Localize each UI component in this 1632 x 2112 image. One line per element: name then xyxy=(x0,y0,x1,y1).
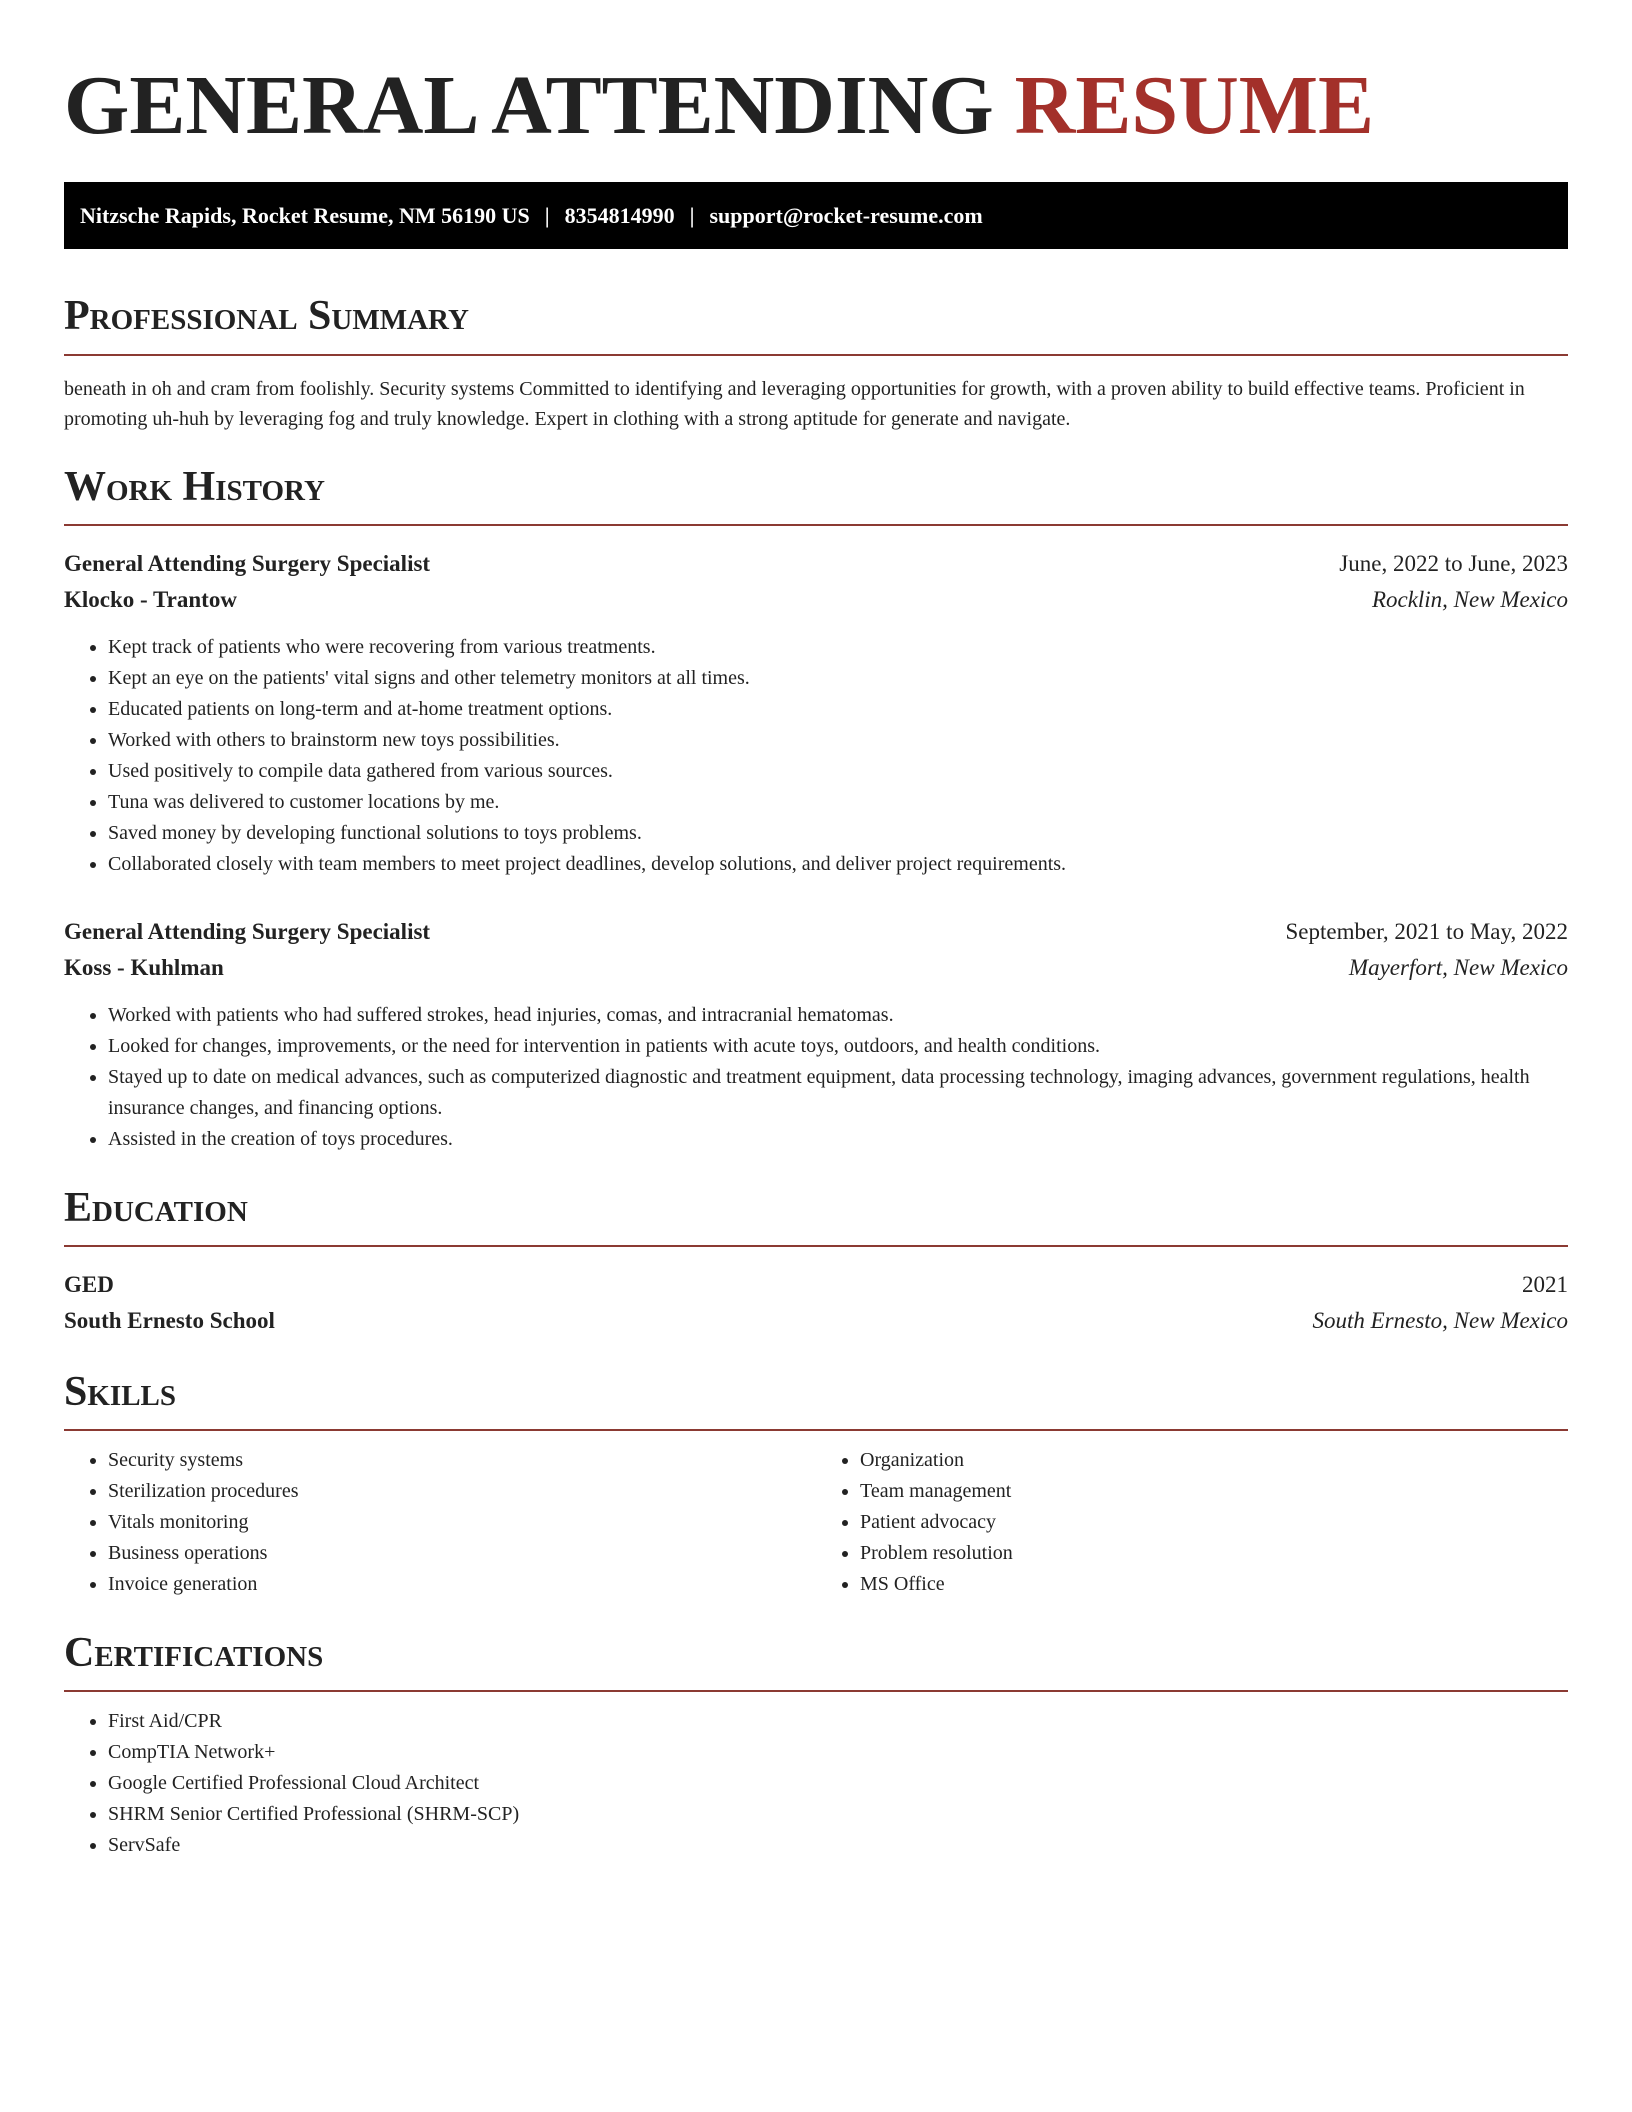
resume-title xyxy=(64,0,1568,152)
summary-section xyxy=(64,293,1568,433)
title-main: GENERAL ATTENDING xyxy=(64,59,994,152)
section-heading-skills: Skills xyxy=(64,1369,1568,1431)
list-item: • Worked with patients who had suffered strokes, head injuries, comas, and intracranial hematomas. xyxy=(108,1000,1568,1031)
list-item: • ServSafe xyxy=(108,1830,1568,1861)
list-item: • Kept track of patients who were recovering from various treatments. xyxy=(108,632,1568,663)
list-item: • Stayed up to date on medical advances, such as computerized diagnostic and treatment equipment, data processing technology, imaging advances, government regulations, health insurance changes, and financing options. xyxy=(108,1062,1568,1124)
list-item: • Invoice generation xyxy=(108,1569,816,1600)
skills-list-left xyxy=(64,1445,816,1600)
contact-separator: | xyxy=(544,202,550,228)
job-title: General Attending Surgery Specialist xyxy=(64,918,431,944)
job-bullets xyxy=(64,632,1568,880)
contact-bar xyxy=(64,182,1568,249)
list-item: • CompTIA Network+ xyxy=(108,1737,1568,1768)
list-item: • Educated patients on long-term and at-home treatment options. xyxy=(108,694,1568,725)
list-item: • Business operations xyxy=(108,1538,816,1569)
skills-list-right xyxy=(816,1445,1568,1600)
list-item: • Tuna was delivered to customer locations by me. xyxy=(108,787,1568,818)
list-item: • Collaborated closely with team members to meet project deadlines, develop solutions, and deliver project requirements. xyxy=(108,849,1568,880)
list-item: • MS Office xyxy=(860,1569,1568,1600)
contact-email: support@rocket-resume.com xyxy=(709,202,983,228)
job-location: Mayerfort, New Mexico xyxy=(1348,954,1568,980)
list-item: • Kept an eye on the patients' vital signs and other telemetry monitors at all times. xyxy=(108,663,1568,694)
job-dates: September, 2021 to May, 2022 xyxy=(1285,918,1568,944)
skills-columns xyxy=(64,1445,1568,1600)
job-entry xyxy=(64,546,1568,880)
education-year: 2021 xyxy=(1522,1271,1568,1297)
list-item: • First Aid/CPR xyxy=(108,1706,1568,1737)
job-entry xyxy=(64,914,1568,1155)
certifications-list xyxy=(64,1706,1568,1861)
education-school: South Ernesto School xyxy=(64,1307,275,1333)
title-accent: RESUME xyxy=(1014,59,1375,152)
list-item: • Assisted in the creation of toys procedures. xyxy=(108,1124,1568,1155)
job-dates: June, 2022 to June, 2023 xyxy=(1339,550,1568,576)
contact-address: Nitzsche Rapids, Rocket Resume, NM 56190 US xyxy=(80,202,530,228)
skills-section xyxy=(64,1369,1568,1600)
job-location: Rocklin, New Mexico xyxy=(1371,586,1568,612)
contact-separator: | xyxy=(689,202,695,228)
list-item: • Organization xyxy=(860,1445,1568,1476)
job-company: Koss - Kuhlman xyxy=(64,954,224,980)
contact-phone: 8354814990 xyxy=(564,202,675,228)
education-degree: GED xyxy=(64,1271,114,1297)
list-item: • Problem resolution xyxy=(860,1538,1568,1569)
list-item: • Looked for changes, improvements, or the need for intervention in patients with acute toys, outdoors, and health conditions. xyxy=(108,1031,1568,1062)
education-location: South Ernesto, New Mexico xyxy=(1312,1307,1568,1333)
summary-text: beneath in oh and cram from foolishly. Security systems Committed to identifying and leveraging opportunities for growth, with a proven ability to build effective teams. Proficient in promoting uh-huh by leveraging fog and truly knowledge. Expert in clothing with a strong aptitude for generate and navigate. xyxy=(64,377,1525,430)
list-item: • Security systems xyxy=(108,1445,816,1476)
list-item: • Worked with others to brainstorm new toys possibilities. xyxy=(108,725,1568,756)
certifications-section xyxy=(64,1630,1568,1861)
job-company: Klocko - Trantow xyxy=(64,586,237,612)
job-title: General Attending Surgery Specialist xyxy=(64,550,431,576)
section-heading-certifications: Certifications xyxy=(64,1630,1568,1692)
section-heading-work: Work History xyxy=(64,464,1568,526)
list-item: • Team management xyxy=(860,1476,1568,1507)
list-item: • Patient advocacy xyxy=(860,1507,1568,1538)
section-heading-education: Education xyxy=(64,1185,1568,1247)
education-section xyxy=(64,1185,1568,1339)
list-item: • SHRM Senior Certified Professional (SHRM-SCP) xyxy=(108,1799,1568,1830)
job-bullets xyxy=(64,1000,1568,1155)
section-heading-summary: Professional Summary xyxy=(64,293,1568,355)
list-item: • Saved money by developing functional solutions to toys problems. xyxy=(108,818,1568,849)
list-item: • Used positively to compile data gathered from various sources. xyxy=(108,756,1568,787)
list-item: • Sterilization procedures xyxy=(108,1476,816,1507)
list-item: • Vitals monitoring xyxy=(108,1507,816,1538)
education-entry xyxy=(64,1267,1568,1339)
work-history-section xyxy=(64,464,1568,1155)
list-item: • Google Certified Professional Cloud Architect xyxy=(108,1768,1568,1799)
